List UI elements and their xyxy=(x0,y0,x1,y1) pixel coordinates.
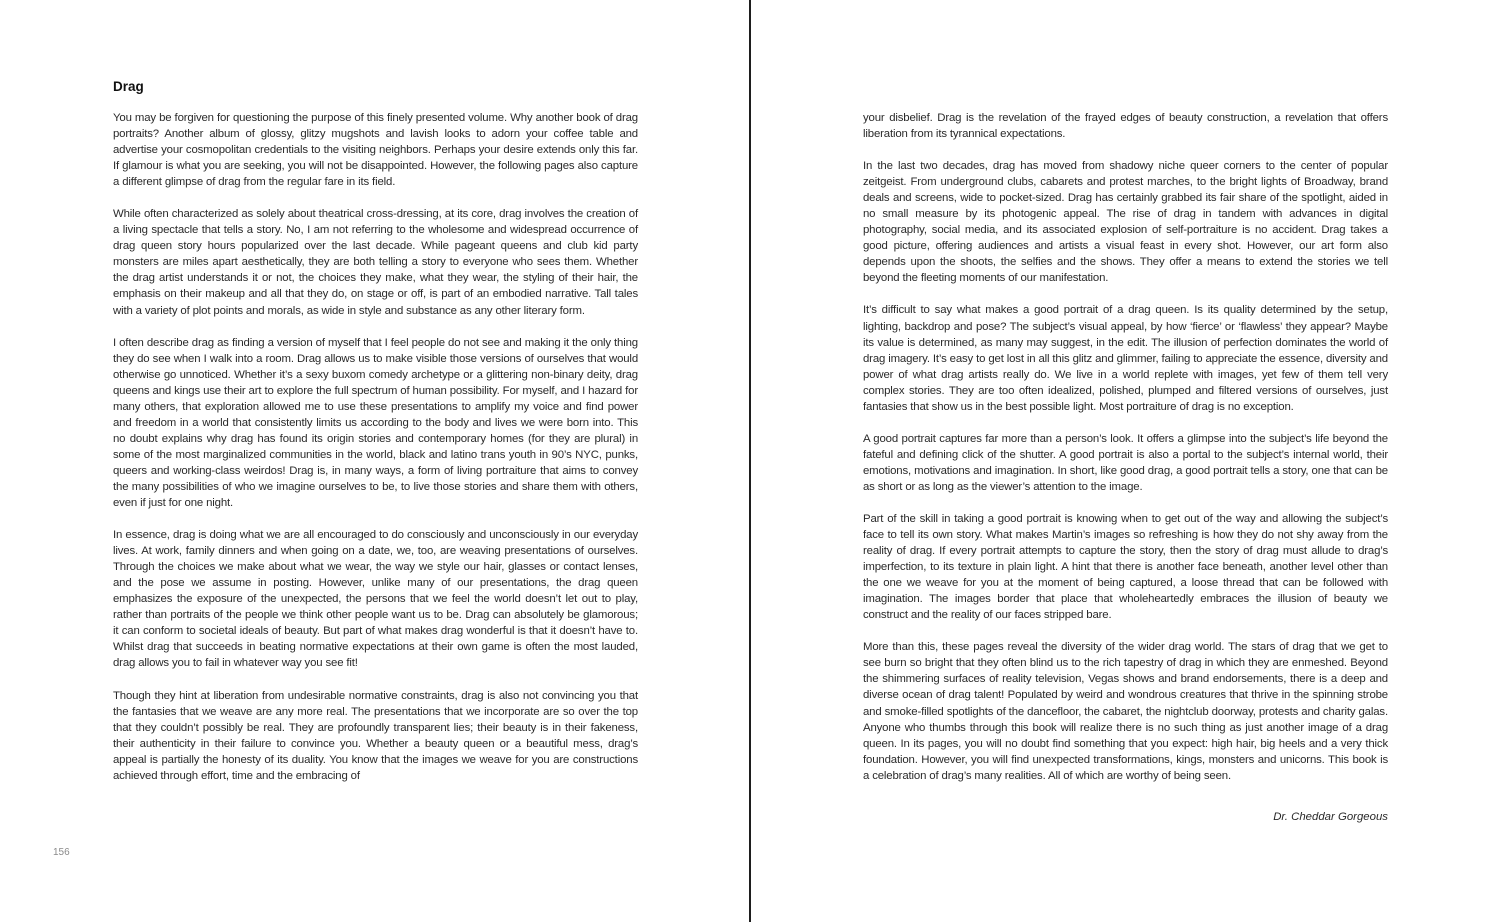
paragraph: your disbelief. Drag is the revelation of the frayed edges of beauty construction, a revelation that offers liberation from its tyrannical expectations. xyxy=(863,112,1388,141)
section-heading: Drag xyxy=(113,79,144,94)
paragraph: You may be forgiven for questioning the purpose of this finely presented volume. Why another book of drag portraits? Another album of glossy, glitzy mugshots and lavish looks to adorn your coffee table and advertise your cosmopolitan credentials to the visiting neighbors. Perhaps your desire extends only this far. If glamour is what you are seeking, you will not be disappointed. However, the following pages also capture a different glimpse of drag from the regular fare in its field. xyxy=(113,112,638,189)
left-text-column xyxy=(113,110,638,784)
paragraph: Though they hint at liberation from undesirable normative constraints, drag is also not convincing you that the fantasies that we weave are any more real. The presentations that we incorporate are so over the top that they couldn’t possibly be real. They are profoundly transparent lies; their beauty is in their fakeness, their authenticity in their failure to convince you. Whether a beauty queen or a beautiful mess, drag’s appeal is partially the honesty of its duality. You know that the images we weave for you are constructions achieved through effort, time and the embracing of xyxy=(113,689,638,782)
left-page xyxy=(0,0,749,922)
paragraph: It’s difficult to say what makes a good portrait of a drag queen. Is its quality determined by the setup, lighting, backdrop and pose? The subject’s visual appeal, by how ‘fierce’ or ‘flawless’ they appear? Maybe its value is determined, as many may suggest, in the edit. The illusion of perfection dominates the world of drag imagery. It’s easy to get lost in all this glitz and glimmer, failing to appreciate the essence, diversity and power of what drag artists really do. We live in a world replete with images, yet few of them tell very complex stories. They are too often idealized, polished, plumped and filtered versions of ourselves, just fantasies that show us in the best possible light. Most portraiture of drag is no exception. xyxy=(863,304,1388,413)
paragraph: In the last two decades, drag has moved from shadowy niche queer corners to the center of popular zeitgeist. From underground clubs, cabarets and protest marches, to the bright lights of Broadway, brand deals and screens, wide to pocket-sized. Drag has certainly grabbed its fair share of the spotlight, aided in no small measure by its photogenic appeal. The rise of drag in tandem with advances in digital photography, social media, and its associated explosion of self-portraiture is no accident. Drag takes a good picture, offering audiences and artists a visual feast in every shot. However, our art form also depends upon the shoots, the selfies and the shows. They offer a means to extend the stories we tell beyond the fleeting moments of our manifestation. xyxy=(863,160,1388,285)
author-signature: Dr. Cheddar Gorgeous xyxy=(1273,811,1388,823)
paragraph: In essence, drag is doing what we are all encouraged to do consciously and unconsciously in our everyday lives. At work, family dinners and when going on a date, we, too, are weaving presentations of ourselves. Through the choices we make about what we wear, the way we style our hair, glasses or contact lenses, and the pose we assume in posting. However, unlike many of our presentations, the drag queen emphasizes the exposure of the unexpected, the persons that we feel the world doesn’t let out to play, rather than portraits of the people we think other people want us to be. Drag can absolutely be glamorous; it can conform to societal ideals of beauty. But part of what makes drag wonderful is that it doesn’t have to. Whilst drag that succeeds in beating normative expectations at their own game is often the most lauded, drag allows you to fail in whatever way you see fit! xyxy=(113,529,638,670)
paragraph: I often describe drag as finding a version of myself that I feel people do not see and making it the only thing they do see when I walk into a room. Drag allows us to make visible those versions of ourselves that would otherwise go unnoticed. Whether it’s a sexy buxom comedy archetype or a glittering non-binary deity, drag queens and kings use their art to explore the full spectrum of human possibility. For myself, and I hazard for many others, that exploration allowed me to use these presentations to amplify my voice and find power and freedom in a world that consistently limits us according to the body and lives we were born into. This no doubt explains why drag has found its origin stories and contemporary homes (for they are plural) in some of the most marginalized communities in the world, black and latino trans youth in 90’s NYC, punks, queers and working-class weirdos! Drag is, in many ways, a form of living portraiture that aims to convey the many possibilities of who we imagine ourselves to be, to live those stories and share them with others, even if just for one night. xyxy=(113,336,638,510)
paragraph: More than this, these pages reveal the diversity of the wider drag world. The stars of drag that we get to see burn so bright that they often blind us to the rich tapestry of drag in which they are enmeshed. Beyond the shimmering surfaces of reality television, Vegas shows and brand endorsements, there is a deep and diverse ocean of drag talent! Populated by weird and wondrous creatures that thrive in the spinning strobe and smoke-filled spotlights of the dancefloor, the cabaret, the nightclub doorway, protests and charity galas. Anyone who thumbs through this book will realize there is no such thing as just another image of a drag queen. In its pages, you will no doubt find something that you expect: high hair, big heels and a very thick foundation. However, you will find unexpected transformations, kings, monsters and unicorns. This book is a celebration of drag’s many realities. All of which are worthy of being seen. xyxy=(863,641,1388,782)
paragraph: Part of the skill in taking a good portrait is knowing when to get out of the way and allowing the subject’s face to tell its own story. What makes Martin’s images so refreshing is how they do not shy away from the reality of drag. If every portrait attempts to capture the story, then the story of drag must allude to drag’s imperfection, to its texture in plain light. A hint that there is another face beneath, another level other than the one we weave for you at the moment of being captured, a loose thread that can be followed with imagination. The images border that place that wholeheartedly embraces the illusion of beauty we construct and the reality of our faces stripped bare. xyxy=(863,512,1388,622)
paragraph: A good portrait captures far more than a person’s look. It offers a glimpse into the subject’s life beyond the fateful and defining click of the shutter. A good portrait is also a portal to the subject’s internal world, their emotions, motivations and imagination. In short, like good drag, a good portrait tells a story, one that can be as short or as long as the viewer’s attention to the image. xyxy=(863,432,1388,493)
right-text-column xyxy=(863,110,1388,784)
page-number: 156 xyxy=(53,847,70,858)
right-page xyxy=(751,0,1500,922)
paragraph: While often characterized as solely about theatrical cross-dressing, at its core, drag involves the creation of a living spectacle that tells a story. No, I am not referring to the wholesome and widespread occurrence of drag queen story hours popularized over the last decade. While pageant queens and club kid party monsters are miles apart aesthetically, they are both telling a story to everyone who sees them. Whether the drag artist understands it or not, the choices they make, what they wear, the styling of their hair, the emphasis on their makeup and all that they do, on stage or off, is part of an embodied narrative. Tall tales with a variety of plot points and morals, as wide in style and substance as any other literary form. xyxy=(113,208,638,317)
